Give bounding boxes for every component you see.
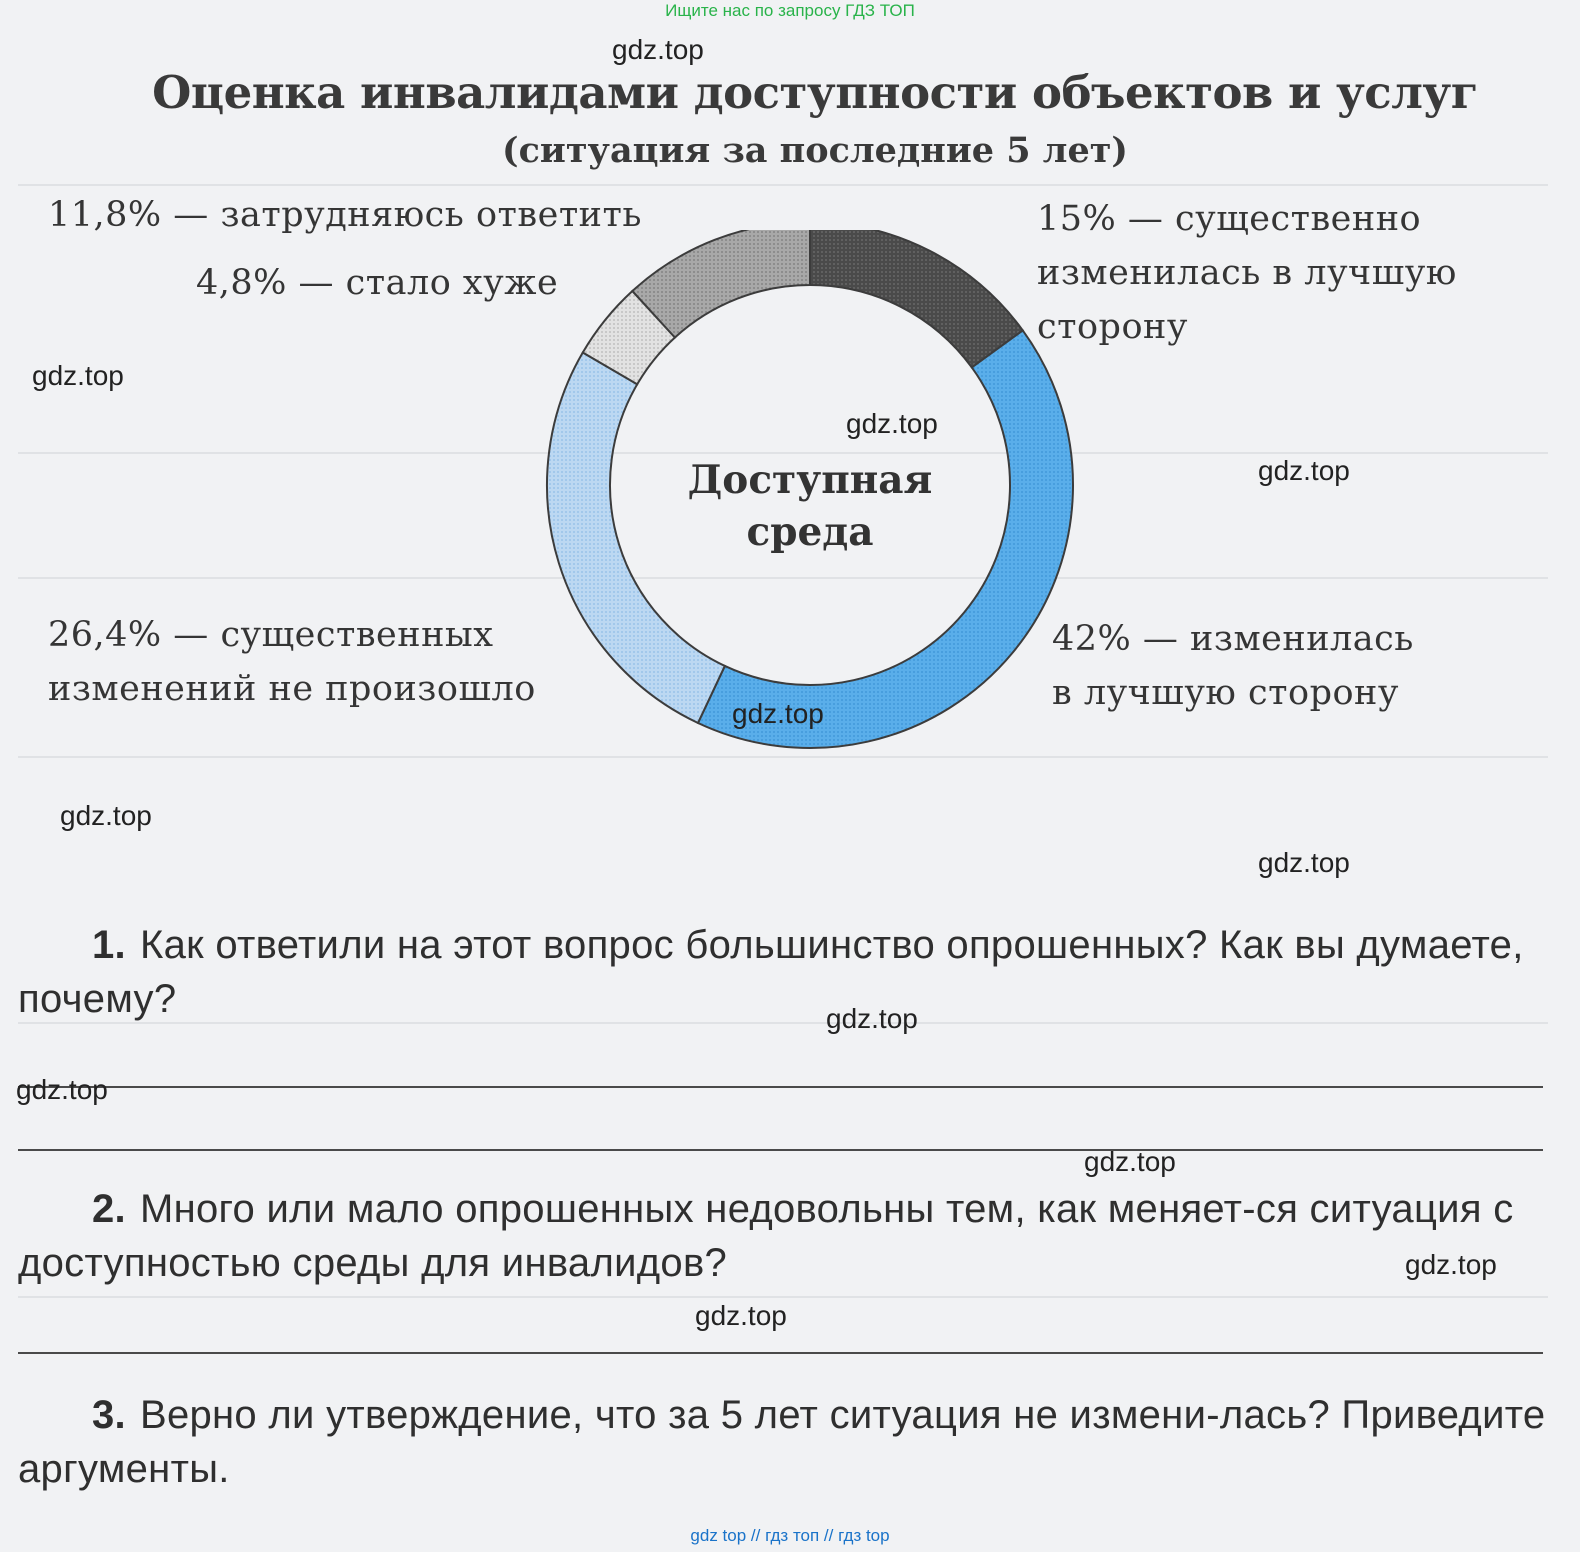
bleed-rule [18,756,1548,758]
label-line: 15% — существенно [1037,199,1422,239]
watermark: gdz.top [612,34,704,65]
watermark: gdz.top [1084,1146,1176,1177]
donut-slice-4 [632,230,810,337]
donut-slice-0 [810,230,1023,367]
watermark: gdz.top [826,1003,918,1034]
bleed-rule [18,184,1548,186]
chart-center-label [640,454,980,558]
label-line: 11,8% — затрудняюсь ответить [48,195,642,235]
question-3 [18,1388,1548,1496]
label-line: 26,4% — существенных [48,615,494,655]
question-1 [18,918,1548,1026]
label-line: в лучшую сторону [1052,673,1399,713]
question-number: 3. [92,1393,126,1437]
question-text: Верно ли утверждение, что за 5 лет ситуация не измени-лась? Приведите аргументы. [18,1393,1546,1491]
chart-title: Оценка инвалидами доступности объектов и услуг [152,66,1478,119]
label-line: сторону [1037,307,1188,347]
watermark: gdz.top [695,1300,787,1331]
label-line: 42% — изменилась [1052,619,1414,659]
watermark: gdz.top [732,698,824,729]
watermark: gdz.top [32,360,124,391]
question-text: Как ответили на этот вопрос большинство опрошенных? Как вы думаете, почему? [18,923,1524,1021]
chart-subtitle: (ситуация за последние 5 лет) [502,130,1128,171]
top-banner[interactable]: Ищите нас по запросу ГДЗ ТОП [665,1,915,20]
answer-line [18,1086,1543,1088]
label-line: 4,8% — стало хуже [196,263,559,303]
slice-label-15 [1037,192,1457,354]
slice-label-4-8 [196,256,558,310]
question-number: 1. [92,923,126,967]
question-number: 2. [92,1187,126,1231]
answer-line [18,1149,1543,1151]
bottom-banner[interactable]: gdz top // гдз топ // гдз top [690,1526,890,1545]
watermark: gdz.top [60,800,152,831]
answer-line [18,1352,1543,1354]
question-2 [18,1182,1548,1290]
center-label-line: среда [746,509,874,555]
watermark: gdz.top [16,1074,108,1105]
label-line: изменений не произошло [48,669,536,709]
bleed-rule [18,1296,1548,1298]
center-label-line: Доступная [687,457,933,503]
slice-label-42 [1052,612,1414,720]
label-line: изменилась в лучшую [1037,253,1457,293]
watermark: gdz.top [1258,455,1350,486]
watermark: gdz.top [1405,1249,1497,1280]
question-text: Много или мало опрошенных недовольны тем, как меняет-ся ситуация с доступностью среды для инвалидов? [18,1187,1514,1285]
slice-label-26-4 [48,608,536,716]
watermark: gdz.top [1258,847,1350,878]
slice-label-11-8 [48,188,642,242]
watermark: gdz.top [846,408,938,439]
